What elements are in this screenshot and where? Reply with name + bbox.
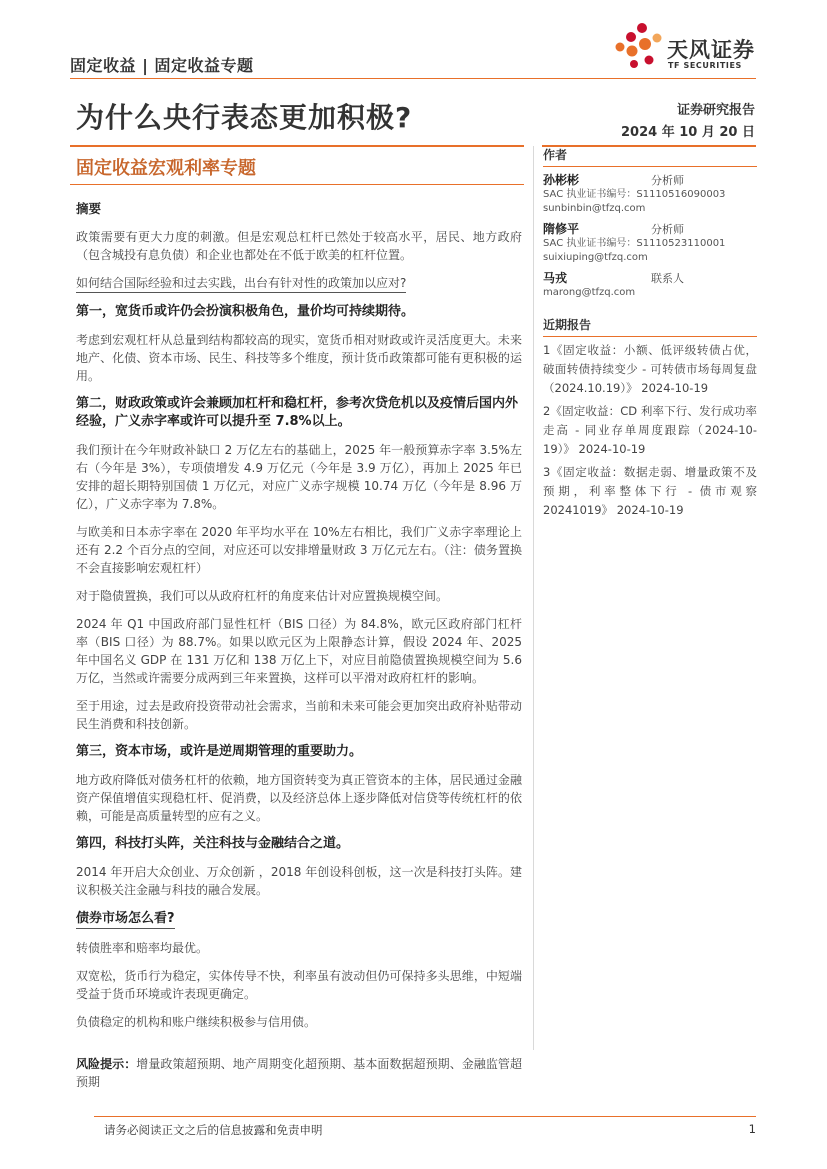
abstract-paragraph: 地方政府降低对债务杠杆的依赖，地方国资转变为真正管资本的主体，居民通过金融资产保值增值实现稳杠杆、促消费，以及经济总体上逐步降低对信贷等传统杠杆的依赖，可能是高质量转型的应有之义。 <box>76 773 522 823</box>
report-type: 证券研究报告 <box>676 103 755 118</box>
recent-report-link[interactable]: 3《固定收益：数据走弱、增量政策不及预期，利率整体下行 - 债市观察 20241019》 2024-10-19 <box>543 465 757 517</box>
report-category: 固定收益 | 固定收益专题 <box>70 56 254 75</box>
header-divider <box>70 78 756 79</box>
logo-english-name: TF SECURITIES <box>668 61 742 70</box>
author-card <box>543 271 757 300</box>
key-question: 如何结合国际经验和过去实践，出台有针对性的政策加以应对? <box>76 274 406 293</box>
point-four-heading: 第四，科技打头阵，关注科技与金融结合之道。 <box>76 836 350 851</box>
author-email[interactable]: sunbinbin@tfzq.com <box>543 203 646 214</box>
author-email[interactable]: marong@tfzq.com <box>543 287 636 298</box>
recent-report-link[interactable]: 2《固定收益：CD 利率下行、发行成功率走高 - 同业存单周度跟踪（2024-10-19）》 2024-10-19 <box>543 404 757 456</box>
sidebar <box>543 145 757 520</box>
point-one-heading: 第一，宽货币或许仍会扮演积极角色，量价均可持续期待。 <box>76 304 415 319</box>
authors-heading: 作者 <box>543 146 757 167</box>
point-two-heading: 第二，财政政策或许会兼顾加杠杆和稳杠杆，参考次贷危机以及疫情后国内外经验，广义赤字率或许可以提升至 7.8%以上。 <box>76 396 519 429</box>
author-card <box>543 222 757 265</box>
abstract-section <box>76 200 522 1101</box>
point-three-heading: 第三，资本市场，或许是逆周期管理的重要助力。 <box>76 744 363 759</box>
author-name: 马戎 <box>543 271 568 285</box>
abstract-paragraph: 与欧美和日本赤字率在 2020 年平均水平在 10%左右相比，我们广义赤字率理论上还有 2.2 个百分点的空间，对应还可以安排增量财政 3 万亿元左右。（注：债务置换不会直接影响宏观杠杆） <box>76 525 522 575</box>
author-name: 隋修平 <box>543 222 580 236</box>
risk-text: 增量政策超预期、地产周期变化超预期、基本面数据超预期、金融监管超预期 <box>76 1057 522 1089</box>
page-title: 为什么央行表态更加积极? <box>76 101 413 134</box>
abstract-heading: 摘要 <box>76 201 102 216</box>
logo-mark-icon <box>612 20 666 72</box>
author-role: 联系人 <box>651 272 684 285</box>
company-logo <box>612 20 762 72</box>
abstract-paragraph: 政策需要有更大力度的刺激。但是宏观总杠杆已然处于较高水平，居民、地方政府（包含城投有息负债）和企业也都处在不低于欧美的杠杆位置。 <box>76 230 522 262</box>
title-divider-left <box>70 145 524 147</box>
author-cert: SAC 执业证书编号：S1110516090003 <box>543 189 726 200</box>
column-divider <box>533 146 534 1050</box>
recent-reports-heading: 近期报告 <box>543 316 757 337</box>
author-email[interactable]: suixiuping@tfzq.com <box>543 252 648 263</box>
author-name: 孙彬彬 <box>543 173 580 187</box>
abstract-paragraph: 2014 年开启大众创业、万众创新 ，2018 年创设科创板，这一次是科技打头阵。建议积极关注金融与科技的融合发展。 <box>76 865 522 897</box>
abstract-paragraph: 我们预计在今年财政补缺口 2 万亿左右的基础上，2025 年一般预算赤字率 3.5%左右（今年是 3%），专项债增发 4.9 万亿元（今年是 3.9 万亿），再加上 2025 年已安排的超长期特别国债 1 万亿元，对应广义赤字规模 10.74 万亿（今年是 8.96 万亿），广义赤字率为 7.8%。 <box>76 443 522 511</box>
recent-reports <box>543 316 757 520</box>
abstract-paragraph: 负债稳定的机构和账户继续积极参与信用债。 <box>76 1015 317 1029</box>
risk-warning <box>76 1055 522 1091</box>
footer-disclaimer: 请务必阅读正文之后的信息披露和免责申明 <box>104 1123 323 1137</box>
author-role: 分析师 <box>651 174 684 187</box>
risk-label: 风险提示： <box>76 1057 137 1071</box>
abstract-paragraph: 转债胜率和赔率均最优。 <box>76 941 209 955</box>
recent-report-link[interactable]: 1《固定收益：小额、低评级转债占优，破面转债持续变少 - 可转债市场每周复盘（2024.10.19）》 2024-10-19 <box>543 343 757 395</box>
logo-chinese-name: 天风证券 <box>667 38 755 62</box>
author-cert: SAC 执业证书编号：S1110523110001 <box>543 238 726 249</box>
author-card <box>543 173 757 216</box>
report-date: 2024 年 10 月 20 日 <box>621 125 755 140</box>
abstract-paragraph: 2024 年 Q1 中国政府部门显性杠杆（BIS 口径）为 84.8%，欧元区政府部门杠杆率（BIS 口径）为 88.7%。如果以欧元区为上限静态计算，假设 2024 年、2025 年中国名义 GDP 在 131 万亿和 138 万亿上下，对应目前隐债置换规模空间为 5.6 万亿，当然或许需要分成两到三年来置换，这样可以平滑对政府杠杆的影响。 <box>76 617 522 685</box>
subtitle-divider <box>70 184 524 185</box>
abstract-paragraph: 对于隐债置换，我们可以从政府杠杆的角度来估计对应置换规模空间。 <box>76 589 449 603</box>
page-number: 1 <box>748 1122 756 1136</box>
bond-market-heading: 债券市场怎么看? <box>76 910 175 929</box>
footer-divider <box>94 1116 756 1117</box>
report-subtitle: 固定收益宏观利率专题 <box>76 158 256 179</box>
abstract-paragraph: 至于用途，过去是政府投资带动社会需求，当前和未来可能会更加突出政府补贴带动民生消费和科技创新。 <box>76 699 522 731</box>
abstract-paragraph: 双宽松，货币行为稳定，实体传导不快，利率虽有波动但仍可保持多头思维，中短端受益于货币环境或许表现更确定。 <box>76 969 522 1001</box>
abstract-paragraph: 考虑到宏观杠杆从总量到结构都较高的现实，宽货币相对财政或许灵活度更大。未来地产、化债、资本市场、民生、科技等多个维度，预计货币政策都可能有更积极的运用。 <box>76 333 522 383</box>
author-role: 分析师 <box>651 223 684 236</box>
